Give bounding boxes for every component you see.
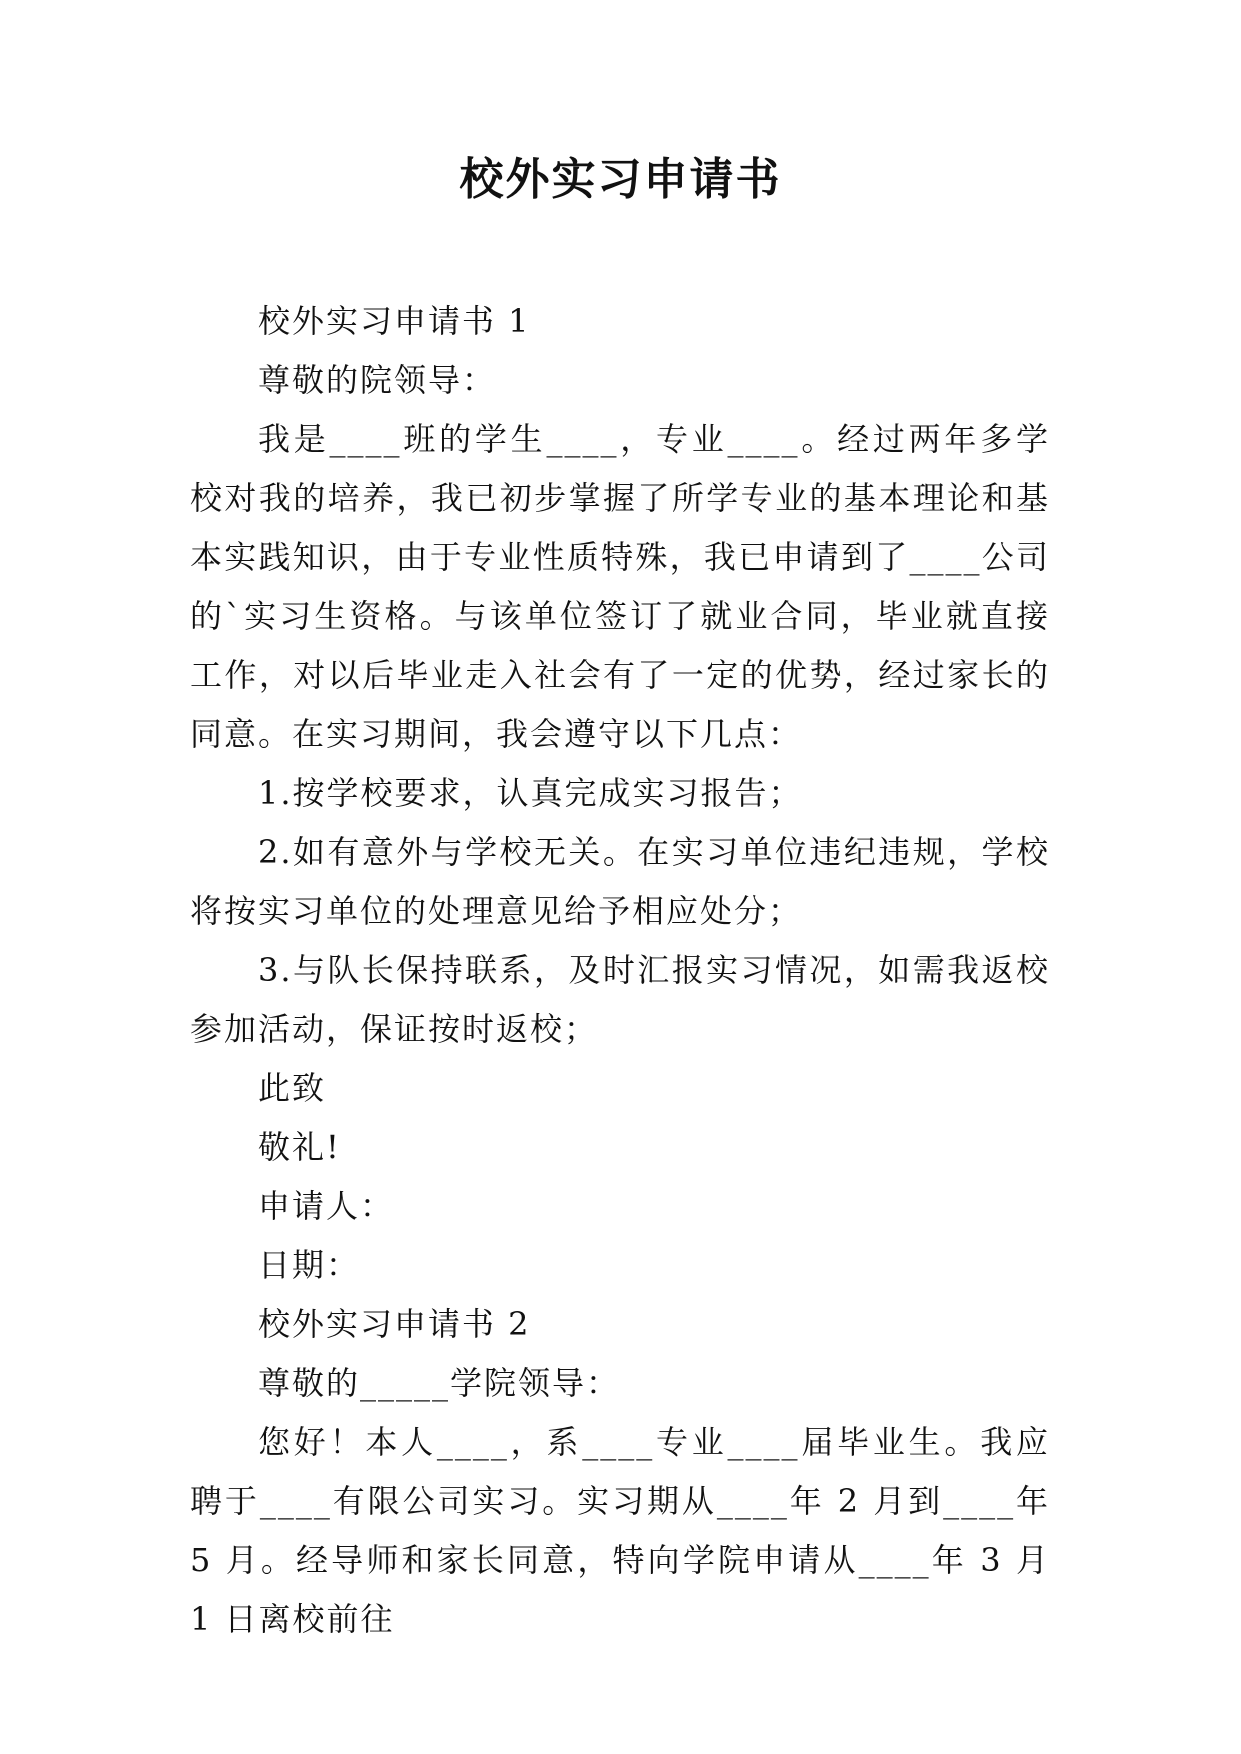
applicant-label: 申请人： [258, 1187, 395, 1225]
closing-line-1: 此致 [258, 1069, 327, 1107]
list-item-1: 1.按学校要求，认真完成实习报告； [258, 774, 803, 812]
section-heading-1: 校外实习申请书 1 [258, 302, 531, 340]
document-title: 校外实习申请书 [459, 154, 782, 205]
salutation-1: 尊敬的院领导： [258, 361, 497, 399]
document-body [190, 292, 1050, 1649]
salutation-2: 尊敬的_____学院领导： [258, 1364, 621, 1402]
section-heading-2: 校外实习申请书 2 [258, 1305, 531, 1343]
body-paragraph-2: 您好！本人____，系____专业____届毕业生。我应聘于____有限公司实习。实习期从____年 2 月到____年 5 月。经导师和家长同意，特向学院申请从____年 3 月 1 日离校前往 [190, 1423, 1050, 1638]
date-label: 日期： [258, 1246, 361, 1284]
body-paragraph-intro: 我是____班的学生____，专业____。经过两年多学校对我的培养，我已初步掌握了所学专业的基本理论和基本实践知识，由于专业性质特殊，我已申请到了____公司的`实习生资格。与该单位签订了就业合同，毕业就直接工作，对以后毕业走入社会有了一定的优势，经过家长的同意。在实习期间，我会遵守以下几点： [190, 420, 1050, 753]
list-item-3: 3.与队长保持联系，及时汇报实习情况，如需我返校参加活动，保证按时返校； [190, 951, 1050, 1048]
list-item-2: 2.如有意外与学校无关。在实习单位违纪违规，学校将按实习单位的处理意见给予相应处分； [190, 833, 1050, 930]
closing-line-2: 敬礼! [258, 1128, 341, 1166]
